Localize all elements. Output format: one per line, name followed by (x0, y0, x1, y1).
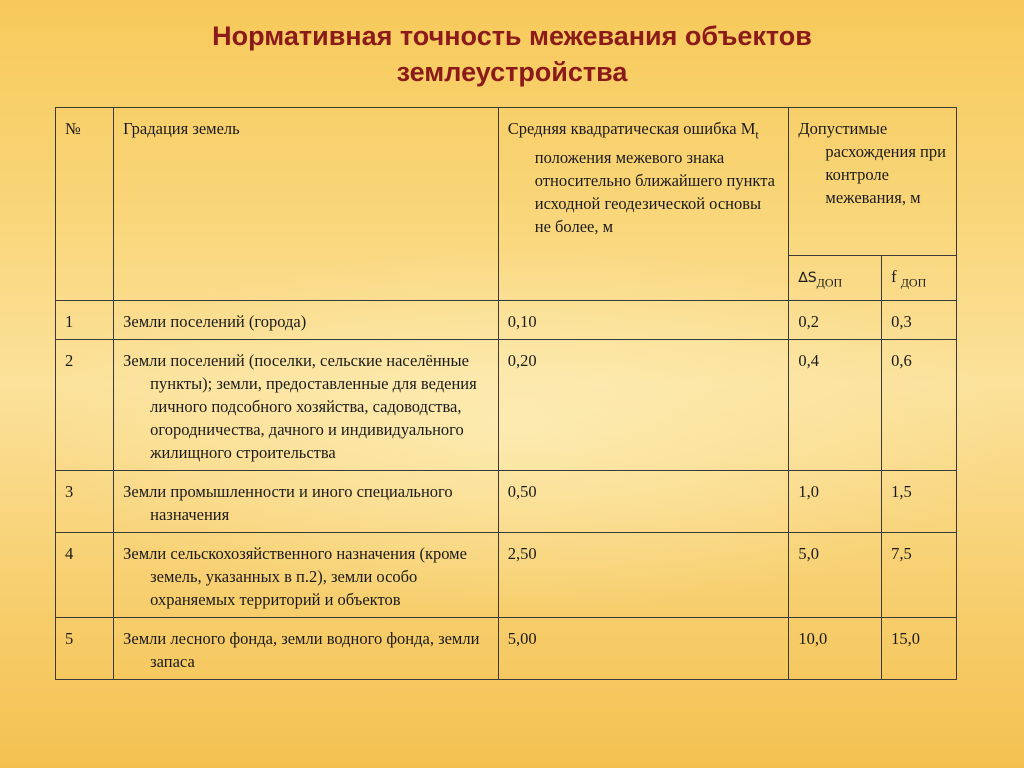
table-header-row (56, 108, 957, 256)
header-allowed: Допустимые расхождения при контроле межевания, м (789, 108, 957, 256)
table-row (56, 533, 957, 618)
row-name: Земли поселений (поселки, сельские населённые пункты); земли, предоставленные для ведения личного подсобного хозяйства, садоводства, огородничества, дачного и индивидуального жилищного строительства (114, 340, 499, 471)
accuracy-table (55, 107, 957, 680)
header-num: № (56, 108, 114, 301)
header-f (882, 256, 957, 301)
row-error: 2,50 (498, 533, 789, 618)
header-error-sub: t (755, 127, 759, 142)
row-error: 0,10 (498, 301, 789, 340)
header-f-sub: ДОП (900, 275, 927, 290)
row-ds: 10,0 (789, 618, 882, 680)
table-row (56, 340, 957, 471)
row-ds: 1,0 (789, 471, 882, 533)
row-num: 5 (56, 618, 114, 680)
row-ds: 0,2 (789, 301, 882, 340)
row-num: 4 (56, 533, 114, 618)
page-title (0, 18, 1024, 90)
header-ds (789, 256, 882, 301)
table-row (56, 618, 957, 680)
row-name: Земли поселений (города) (114, 301, 499, 340)
header-f-symbol: f (891, 267, 901, 286)
header-ds-sub: ДОП (816, 275, 843, 290)
row-num: 3 (56, 471, 114, 533)
row-f: 0,3 (882, 301, 957, 340)
header-error (498, 108, 789, 301)
table-row (56, 301, 957, 340)
row-f: 7,5 (882, 533, 957, 618)
title-line-2: землеустройства (396, 57, 628, 87)
header-gradation: Градация земель (114, 108, 499, 301)
row-ds: 0,4 (789, 340, 882, 471)
row-error: 0,20 (498, 340, 789, 471)
row-name: Земли сельскохозяйственного назначения (кроме земель, указанных в п.2), земли особо охраняемых территорий и объектов (114, 533, 499, 618)
row-error: 0,50 (498, 471, 789, 533)
row-num: 1 (56, 301, 114, 340)
header-ds-symbol: ∆S (798, 270, 817, 286)
row-f: 15,0 (882, 618, 957, 680)
row-name: Земли промышленности и иного специального назначения (114, 471, 499, 533)
header-error-pre: Средняя квадратическая ошибка M (507, 119, 756, 138)
row-f: 1,5 (882, 471, 957, 533)
row-f: 0,6 (882, 340, 957, 471)
title-line-1: Нормативная точность межевания объектов (212, 21, 812, 51)
table-row (56, 471, 957, 533)
row-num: 2 (56, 340, 114, 471)
row-error: 5,00 (498, 618, 789, 680)
header-error-post: положения межевого знака относительно ближайшего пункта исходной геодезической основы не более, м (534, 148, 775, 237)
row-name: Земли лесного фонда, земли водного фонда, земли запаса (114, 618, 499, 680)
row-ds: 5,0 (789, 533, 882, 618)
